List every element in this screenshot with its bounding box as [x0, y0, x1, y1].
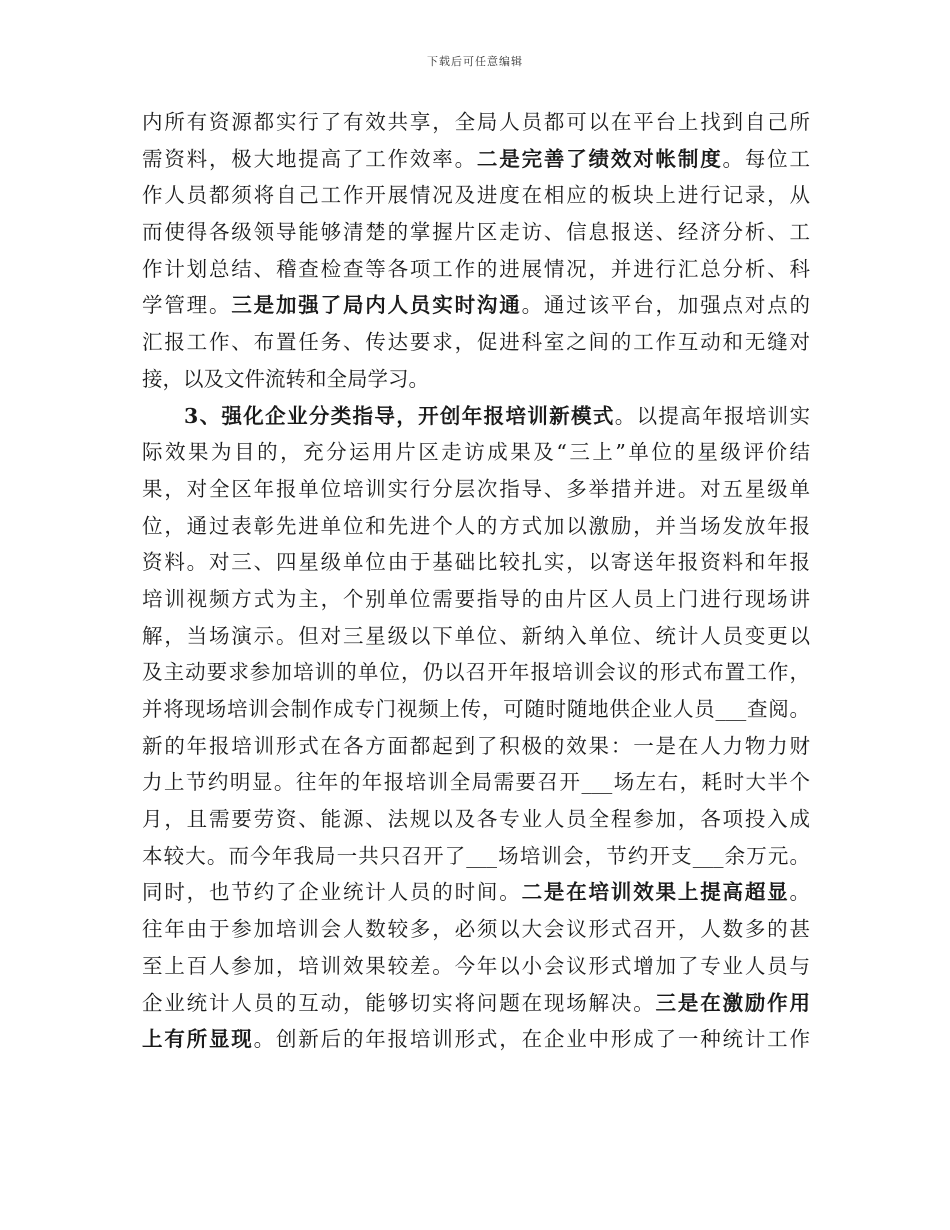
text-line: 际效果为目的，充分运用片区走访成果及“三上”单位的星级评价结 [142, 440, 810, 465]
bold-emphasis: 二是在培训效果上提高超显 [521, 880, 790, 905]
text-line: 接，以及文件流转和全局学习。 [142, 366, 429, 391]
text-line: 上有所显现。创新后的年报培训形式，在企业中形成了一种统计工作 [142, 1027, 810, 1052]
text-line: 果，对全区年报单位培训实行分层次指导、多举措并进。对五星级单 [142, 476, 810, 501]
text-line: 资料。对三、四星级单位由于基础比较扎实，以寄送年报资料和年报 [142, 550, 810, 575]
bold-emphasis: 3、强化企业分类指导，开创年报培训新模式 [184, 403, 615, 428]
text-line: 位，通过表彰先进单位和先进个人的方式加以激励，并当场发放年报 [142, 513, 810, 538]
document-body [142, 104, 810, 1058]
text-line: 3、强化企业分类指导，开创年报培训新模式。以提高年报培训实 [184, 403, 810, 428]
text-line: 力上节约明显。往年的年报培训全局需要召开___场左右，耗时大半个 [142, 770, 810, 795]
page-header: 下载后可任意编辑 [427, 55, 523, 68]
text-line: 汇报工作、布置任务、传达要求，促进科室之间的工作互动和无缝对 [142, 330, 810, 355]
text-line: 内所有资源都实行了有效共享，全局人员都可以在平台上找到自己所 [142, 110, 810, 134]
text-line: 作计划总结、稽查检查等各项工作的进展情况，并进行汇总分析、科 [142, 256, 810, 281]
text-line: 解，当场演示。但对三星级以下单位、新纳入单位、统计人员变更以 [142, 623, 810, 648]
text-line: 企业统计人员的互动，能够切实将问题在现场解决。三是在激励作用 [142, 990, 810, 1015]
text-line: 需资料，极大地提高了工作效率。二是完善了绩效对帐制度。每位工 [142, 146, 810, 171]
text-line: 培训视频方式为主，个别单位需要指导的由片区人员上门进行现场讲 [142, 586, 810, 611]
text-line: 月，且需要劳资、能源、法规以及各专业人员全程参加，各项投入成 [142, 807, 810, 832]
bold-emphasis: 上有所显现 [142, 1027, 254, 1052]
text-line: 新的年报培训形式在各方面都起到了积极的效果：一是在人力物力财 [142, 733, 810, 758]
bold-emphasis: 三是在激励作用 [655, 990, 810, 1015]
paragraph-2 [142, 398, 810, 1058]
text-line: 学管理。三是加强了局内人员实时沟通。通过该平台，加强点对点的 [142, 293, 810, 318]
paragraph-1 [142, 104, 810, 398]
text-line: 而使得各级领导能够清楚的掌握片区走访、信息报送、经济分析、工 [142, 220, 810, 245]
text-line: 作人员都须将自己工作开展情况及进度在相应的板块上进行记录，从 [142, 183, 810, 208]
text-line: 及主动要求参加培训的单位，仍以召开年报培训会议的形式布置工作， [142, 660, 810, 685]
text-line: 同时，也节约了企业统计人员的时间。二是在培训效果上提高超显。 [142, 880, 810, 905]
text-line: 至上百人参加，培训效果较差。今年以小会议形式增加了专业人员与 [142, 953, 810, 978]
text-line: 往年由于参加培训会人数较多，必须以大会议形式召开，人数多的甚 [142, 917, 810, 942]
bold-emphasis: 二是完善了绩效对帐制度 [476, 146, 723, 171]
bold-emphasis: 三是加强了局内人员实时沟通 [231, 293, 522, 318]
text-line: 并将现场培训会制作成专门视频上传，可随时随地供企业人员___查阅。 [142, 697, 810, 721]
text-line: 本较大。而今年我局一共只召开了___场培训会，节约开支___余万元。 [142, 843, 810, 868]
